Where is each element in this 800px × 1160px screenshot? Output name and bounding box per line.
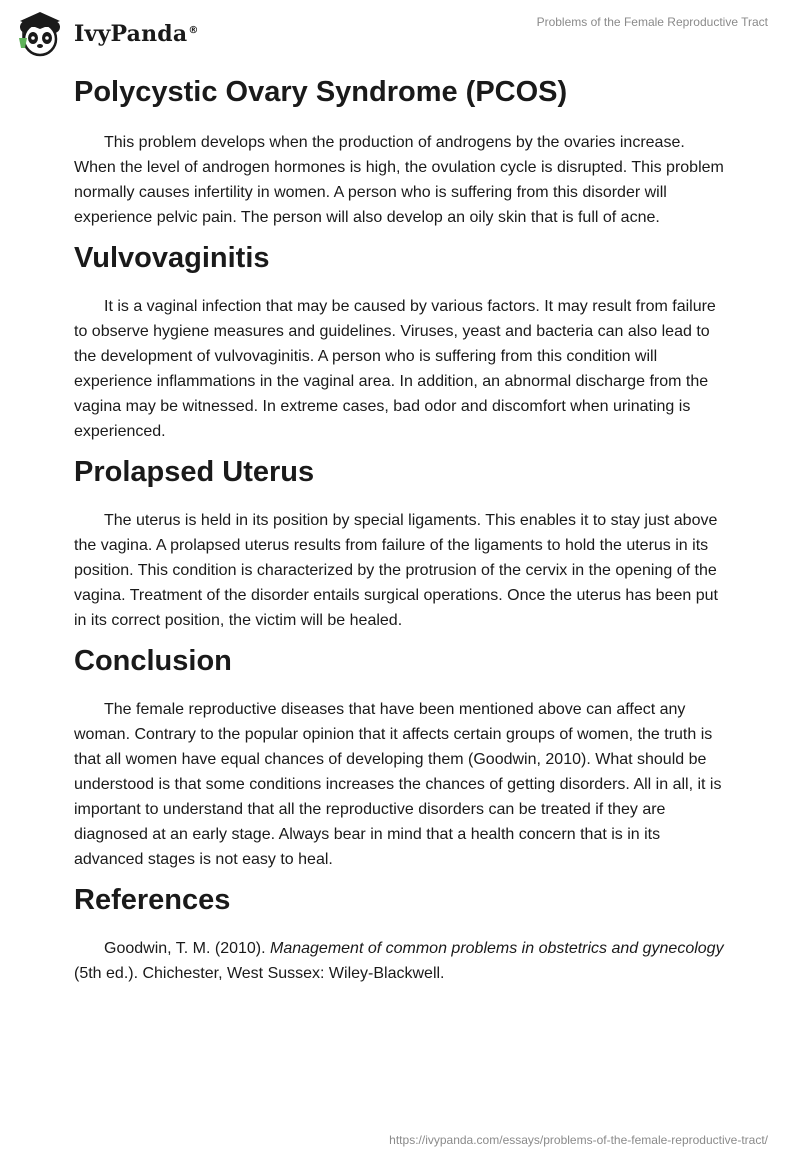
section-pcos [74,66,728,230]
section-paragraph: The uterus is held in its position by special ligaments. This enables it to stay just above the vagina. A prolapsed uterus results from failure of the ligaments to hold the uterus in its position. This condition is characterized by the protrusion of the cervix in the opening of the vagina. Treatment of the disorder entails surgical operations. Once the uterus has been put in its correct position, the victim will be healed. [74,512,718,629]
section-paragraph: It is a vaginal infection that may be caused by various factors. It may result from failure to observe hygiene measures and guidelines. Viruses, yeast and bacteria can also lead to the development of vulvovaginitis. A person who is suffering from this condition will experience inflammations in the vaginal area. In addition, an abnormal discharge from the vagina may be witnessed. In extreme cases, bad odor and discomfort when urinating is experienced. [74,298,716,440]
section-paragraph: The female reproductive diseases that have been mentioned above can affect any woman. Contrary to the popular opinion that it affects certain groups of women, the truth is that all women have equal chances of developing them (Goodwin, 2010). What should be understood is that some conditions increases the chances of getting disorders. All in all, it is important to understand that all the reproductive disorders can be treated if they are diagnosed at an early stage. Always bear in mind that a health concern that is in its advanced stages is not easy to heal. [74,701,722,868]
essay-body [74,66,728,986]
panda-graduate-icon [14,8,68,58]
section-references [74,872,728,986]
reference-entry: Goodwin, T. M. (2010). Management of common problems in obstetrics and gynecology (5th ed.). Chichester, West Sussex: Wiley-Blackwell. [74,940,724,982]
section-paragraph: This problem develops when the production of androgens by the ovaries increase. When the level of androgen hormones is high, the ovulation cycle is disrupted. This problem normally causes infertility in women. A person who is suffering from this disorder will experience pelvic pain. The person will also develop an oily skin that is full of acne. [74,134,724,226]
section-vulvovaginitis [74,230,728,444]
section-heading: Conclusion [74,645,232,677]
logo-wordmark: IvyPanda® [74,21,199,47]
ivypanda-logo[interactable] [14,8,199,58]
section-heading: Prolapsed Uterus [74,456,315,488]
section-heading: Vulvovaginitis [74,242,270,274]
section-heading: Polycystic Ovary Syndrome (PCOS) [74,76,568,108]
reference-book-title: Management of common problems in obstetrics and gynecology [270,940,724,957]
section-prolapsed-uterus [74,444,728,633]
section-conclusion [74,633,728,872]
document-title: Problems of the Female Reproductive Tract [536,15,768,29]
references-heading: References [74,884,231,916]
page-header [0,0,800,66]
source-url[interactable]: https://ivypanda.com/essays/problems-of-the-female-reproductive-tract/ [389,1133,768,1147]
